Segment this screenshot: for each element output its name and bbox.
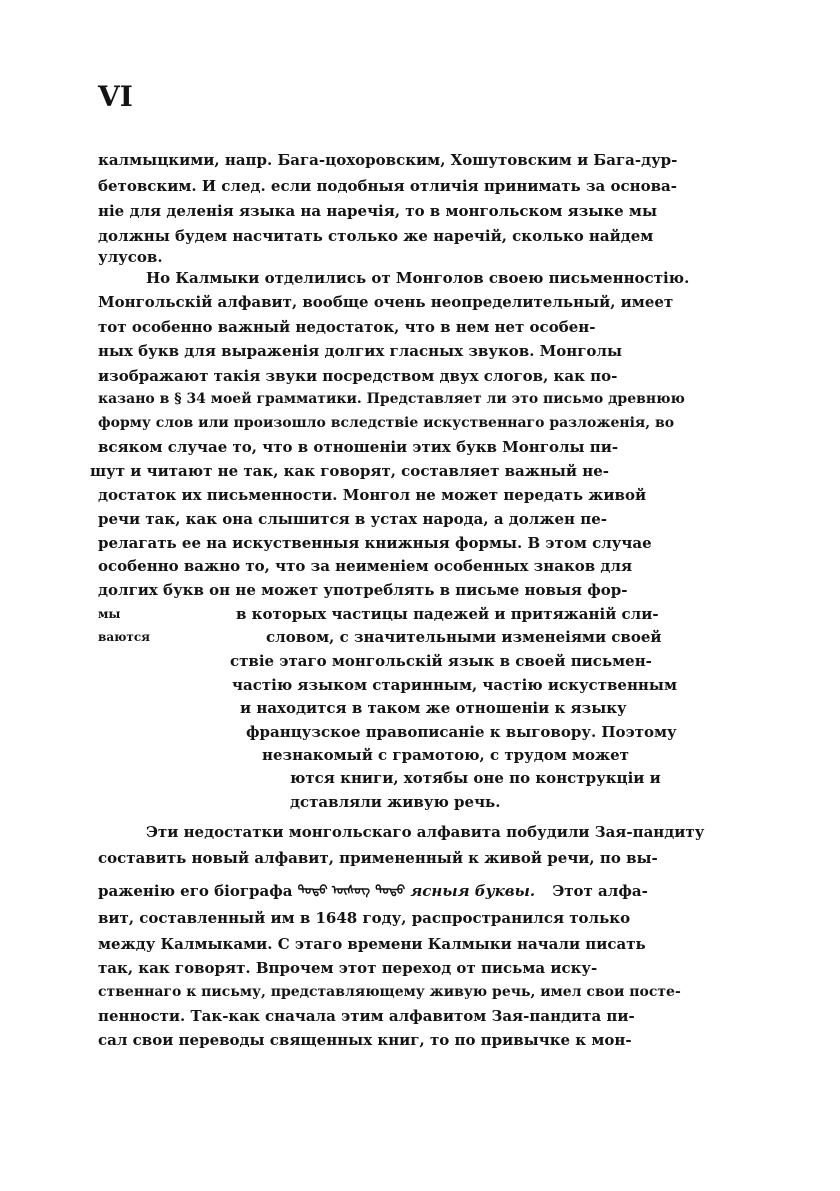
text-line: Но Калмыки отделились от Монголов своею письменностію. [146, 269, 690, 287]
text-line: изображают такія звуки посредством двух слогов, как по- [98, 367, 618, 385]
text-line: калмыцкими, напр. Бага-цохоровским, Хошутовским и Бага-дур- [98, 151, 678, 169]
text-segment-italic: ясныя буквы. [410, 882, 536, 900]
text-line: вит, составленный им в 1648 году, распространился только [98, 909, 631, 927]
text-line: в которых частицы падежей и притяжаній сли- [236, 605, 659, 623]
text-line: между Калмыками. С этаго времени Калмыки начали писать [98, 935, 646, 953]
text-line-with-script [98, 880, 648, 901]
text-line: сал свои переводы священных книг, то по привычке к мон- [98, 1031, 632, 1049]
page-number: VI [98, 80, 133, 113]
text-line: словом, с значительными изменеіями своей [266, 628, 662, 646]
text-line: достаток их письменности. Монгол не может передать живой [98, 486, 647, 504]
text-line: частію языком старинным, частію искуственным [232, 676, 677, 694]
text-line: французское правописаніе к выговору. Поэтому [246, 723, 677, 741]
text-line: и находится в таком же отношеніи к языку [240, 699, 627, 717]
text-line: ваются [98, 630, 151, 644]
text-line: ются книги, хотябы оне по конструкціи и [290, 769, 661, 787]
text-line: так, как говорят. Впрочем этот переход от письма иску- [98, 959, 598, 977]
text-line: речи так, как она слышится в устах народа, а должен пе- [98, 510, 607, 528]
text-line: долгих букв он не может употреблять в письме новыя фор- [98, 581, 628, 599]
text-segment: раженію его біографа [98, 882, 293, 900]
text-line: незнакомый с грамотою, с трудом может [262, 746, 629, 764]
text-line: бетовским. И след. если подобныя отличія принимать за основа- [98, 177, 677, 195]
text-line: ніе для деленія языка на наречія, то в монгольском языке мы [98, 202, 657, 220]
text-line: дставляли живую речь. [290, 793, 501, 811]
text-line: форму слов или произошло вследствіе искуственнаго разложенія, во [98, 415, 675, 431]
text-line: шут и читают не так, как говорят, составляет важный не- [90, 462, 610, 480]
text-line: Эти недостатки монгольскаго алфавита побудили Зая-пандиту [146, 823, 705, 841]
text-line: казано в § 34 моей грамматики. Представляет ли это письмо древнюю [98, 391, 685, 407]
text-line: пенности. Так-как сначала этим алфавитом Зая-пандита пи- [98, 1007, 635, 1025]
text-line: всяком случае то, что в отношеніи этих букв Монголы пи- [98, 438, 619, 456]
text-line: должны будем насчитать столько же наречій, сколько найдем [98, 227, 654, 245]
text-segment: Этот алфа- [552, 882, 648, 900]
text-line: тот особенно важный недостаток, что в нем нет особен- [98, 318, 596, 336]
mongolian-script-glyph: ᠲᠣᠳᠣ ᠦᠰᠦᠭ [297, 883, 370, 897]
text-line: улусов. [98, 248, 163, 266]
text-line: особенно важно то, что за неименіем особенных знаков для [98, 557, 633, 575]
mongolian-script-glyph: ᠲᠣᠳᠣ [375, 883, 406, 897]
text-line: релагать ее на искуственныя книжныя формы. В этом случае [98, 534, 652, 552]
text-line: ственнаго к письму, представляющему живую речь, имел свои посте- [98, 984, 681, 1000]
text-line: ных букв для выраженія долгих гласных звуков. Монголы [98, 342, 623, 360]
text-line: Монгольскій алфавит, вообще очень неопределительный, имеет [98, 293, 674, 311]
text-line: составить новый алфавит, примененный к живой речи, по вы- [98, 849, 658, 867]
text-line: ствіе этаго монгольскій язык в своей письмен- [230, 652, 652, 670]
text-line: мы [98, 607, 121, 621]
